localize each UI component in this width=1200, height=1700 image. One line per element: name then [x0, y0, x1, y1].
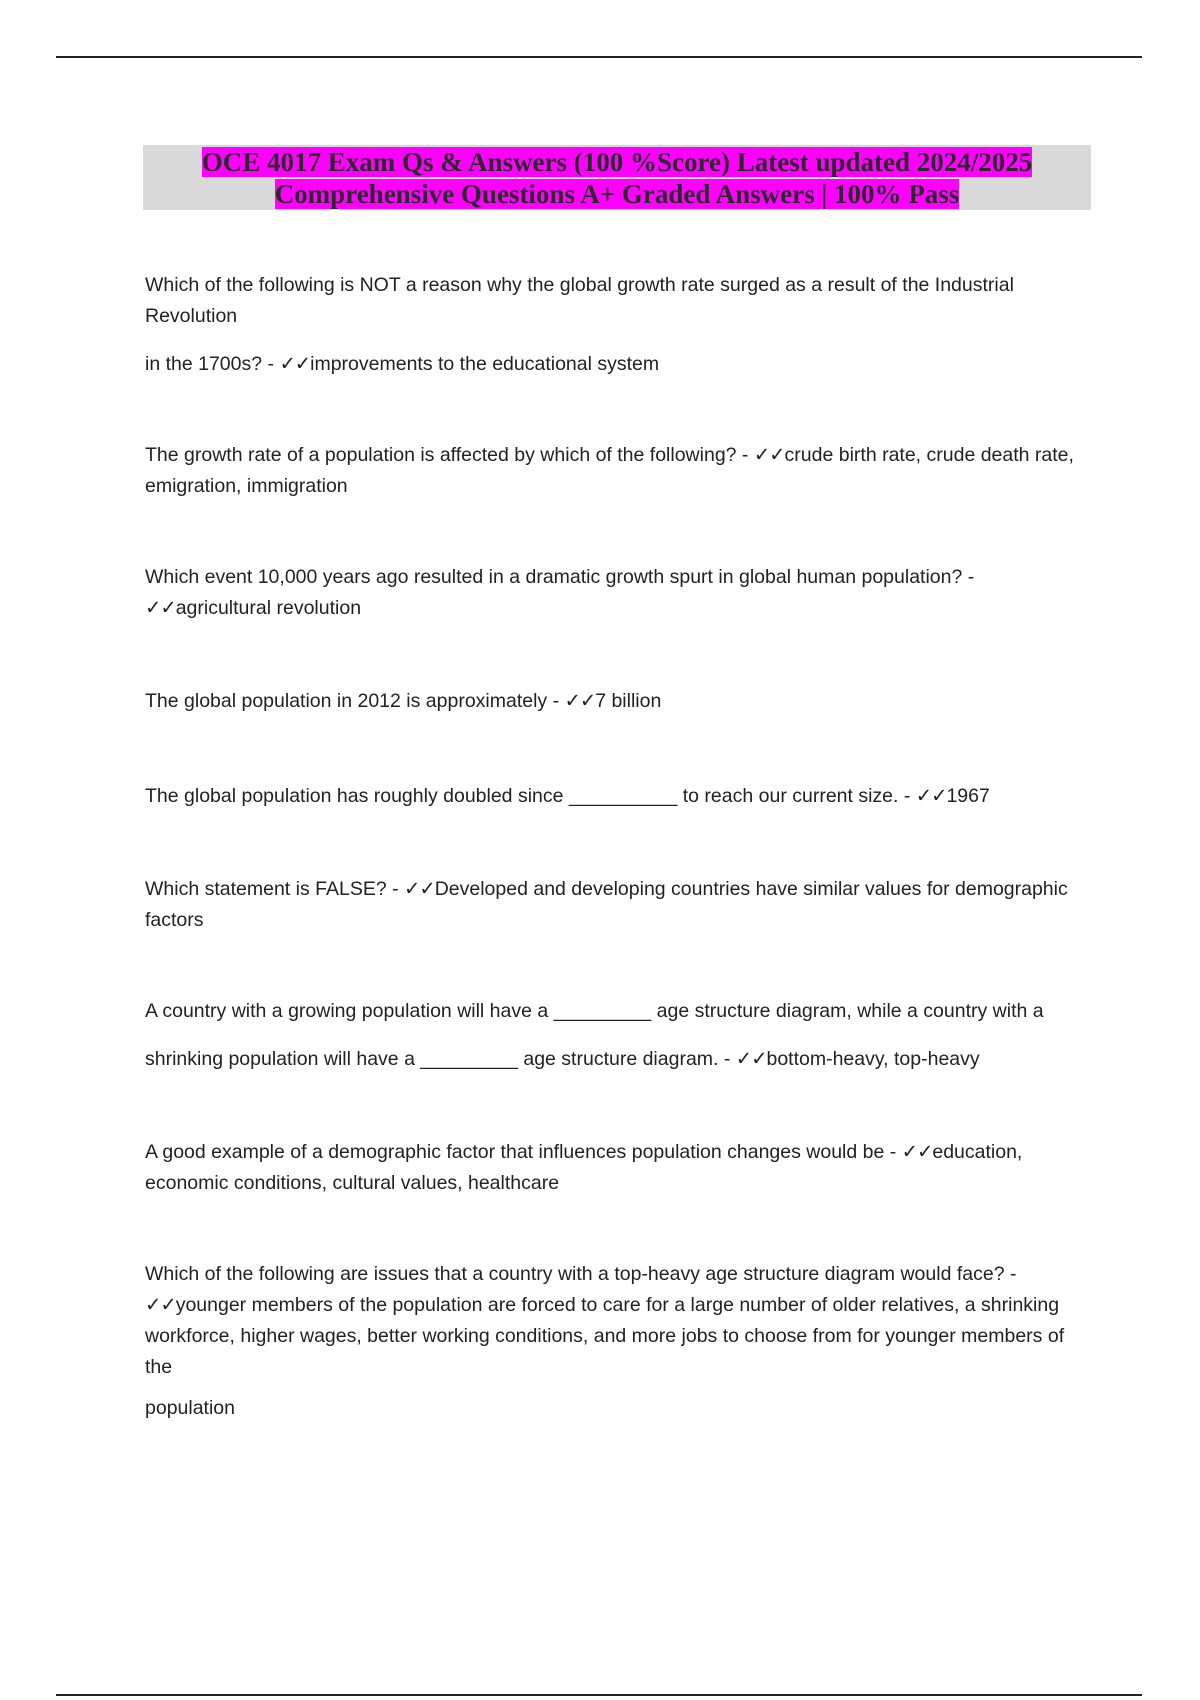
qa-item-1 [145, 270, 1095, 380]
qa-item-6 [145, 874, 1095, 936]
question-text: The global population in 2012 is approximately - [145, 690, 565, 712]
check-mark-icon: ✓✓ [404, 878, 435, 900]
check-mark-icon: ✓✓ [735, 1048, 767, 1070]
question-text: Which of the following is NOT a reason why the global growth rate surged as a result of the Industrial Revolution [145, 274, 1014, 327]
question-text: shrinking population will have a _________ age structure diagram. - [145, 1048, 736, 1070]
answer-text: younger members of the population are forced to care for a large number of older relatives, a shrinking workforce, higher wages, better working conditions, and more jobs to choose from for younger members of the [145, 1294, 1065, 1378]
answer-text: education, economic conditions, cultural values, healthcare [145, 1141, 1023, 1194]
title-line-2: Comprehensive Questions A+ Graded Answers | 100% Pass [274, 179, 960, 209]
top-rule [56, 56, 1142, 58]
check-mark-icon: ✓✓ [279, 353, 311, 375]
check-mark-icon: ✓✓ [145, 1294, 176, 1316]
answer-text: Developed and developing countries have similar values for demographic factors [145, 878, 1068, 931]
answer-text: improvements to the educational system [310, 353, 660, 375]
question-text: The growth rate of a population is affected by which of the following? - [145, 444, 754, 466]
question-text: The global population has roughly doubled since __________ to reach our current size. - [145, 785, 916, 807]
answer-text: population [145, 1397, 235, 1419]
answer-text: 1967 [946, 785, 990, 807]
check-mark-icon: ✓✓ [915, 785, 947, 807]
answer-text: agricultural revolution [175, 597, 362, 619]
qa-item-5 [145, 781, 1095, 812]
document-title [143, 145, 1091, 210]
question-text: Which event 10,000 years ago resulted in a dramatic growth spurt in global human population? - [145, 566, 975, 588]
answer-text: crude birth rate, crude death rate, emigration, immigration [145, 444, 1074, 497]
qa-item-2 [145, 440, 1095, 502]
qa-item-7 [145, 996, 1095, 1075]
check-mark-icon: ✓✓ [753, 444, 785, 466]
title-line-1: OCE 4017 Exam Qs & Answers (100 %Score) Latest updated 2024/2025 [201, 147, 1033, 177]
bottom-rule [56, 1694, 1142, 1696]
qa-item-9 [145, 1259, 1095, 1424]
qa-item-4 [145, 686, 1095, 717]
question-text: Which statement is FALSE? - [145, 878, 405, 900]
qa-item-3 [145, 562, 1095, 624]
check-mark-icon: ✓✓ [901, 1141, 933, 1163]
question-text: Which of the following are issues that a country with a top-heavy age structure diagram would face? - [145, 1263, 1017, 1285]
answer-text: 7 billion [595, 690, 662, 712]
question-text: A good example of a demographic factor that influences population changes would be - [145, 1141, 902, 1163]
check-mark-icon: ✓✓ [145, 597, 176, 619]
question-text: in the 1700s? - [145, 353, 280, 375]
answer-text: bottom-heavy, top-heavy [766, 1048, 980, 1070]
question-text: A country with a growing population will have a _________ age structure diagram, while a country with a [145, 1000, 1044, 1022]
qa-item-8 [145, 1137, 1095, 1199]
check-mark-icon: ✓✓ [564, 690, 596, 712]
